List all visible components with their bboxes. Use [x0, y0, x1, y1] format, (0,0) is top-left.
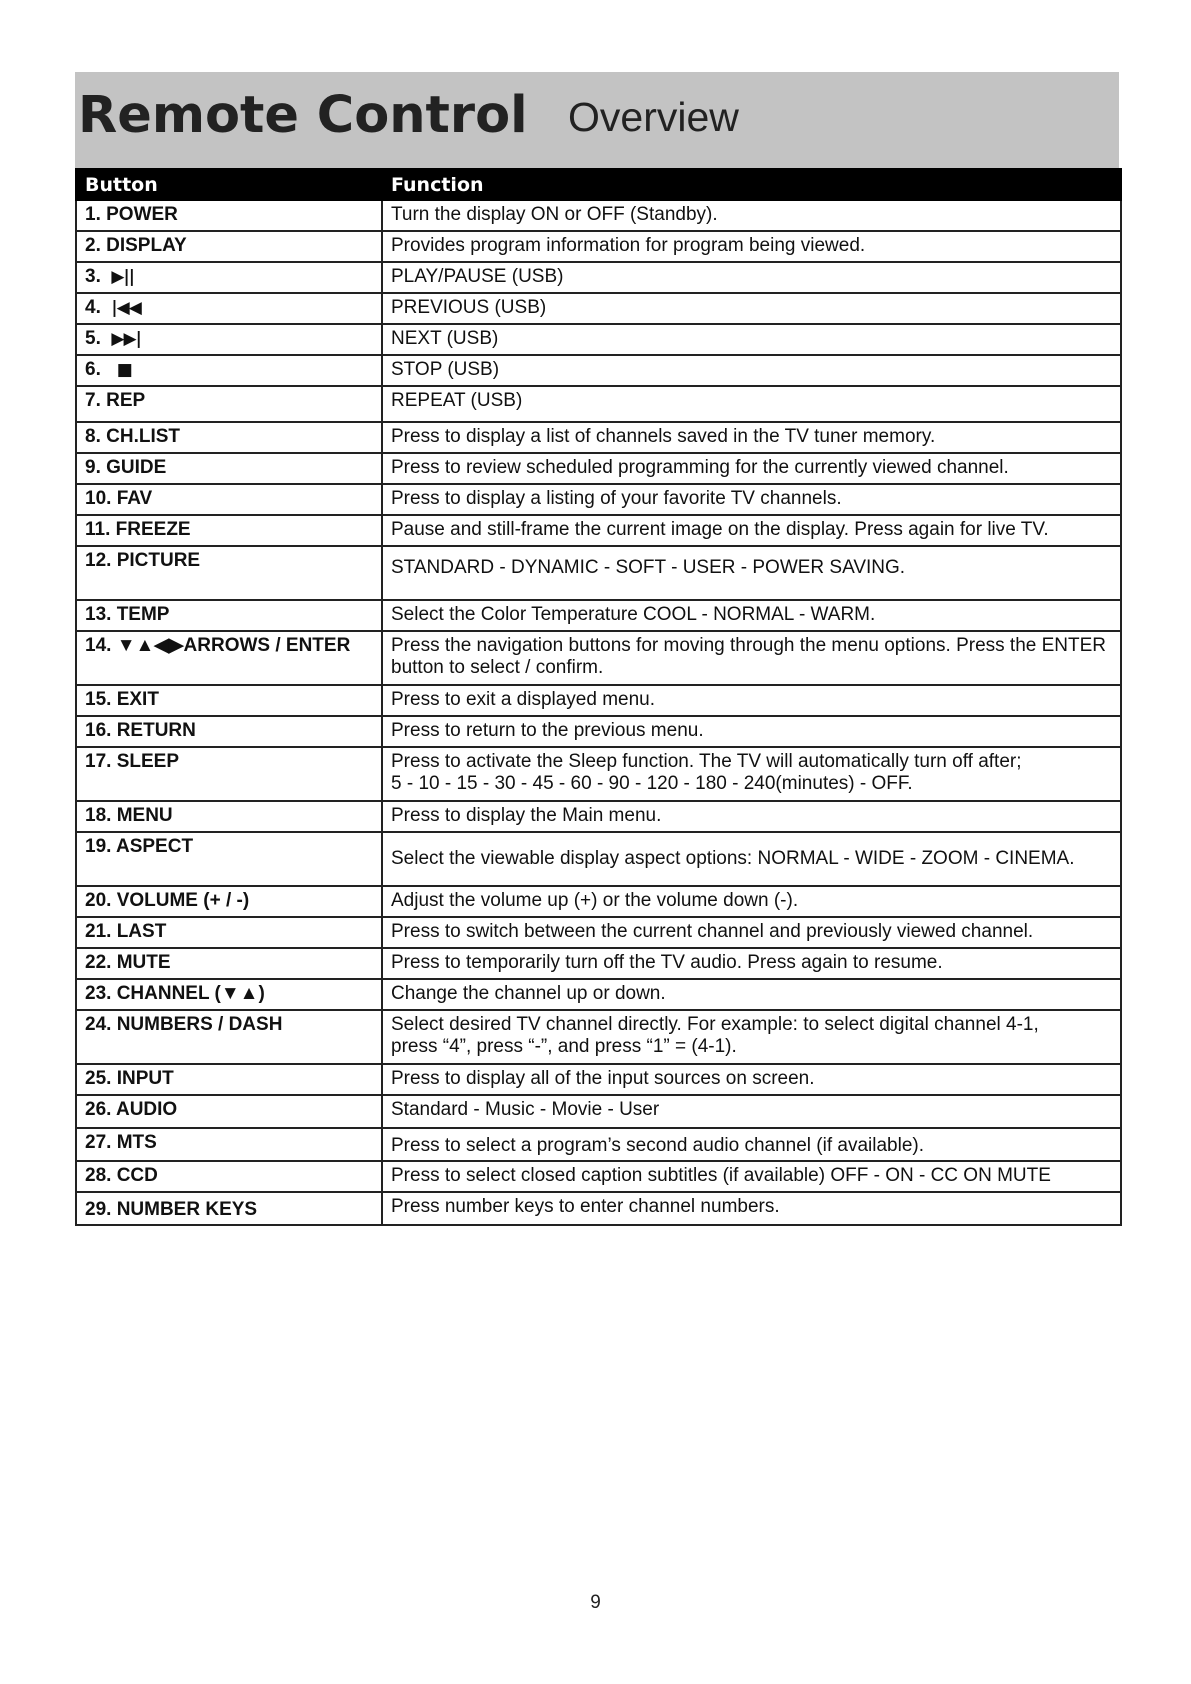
button-cell: 28. CCD	[76, 1161, 382, 1192]
button-cell: 23. CHANNEL (▼▲)	[76, 979, 382, 1010]
table-row	[76, 716, 1121, 747]
function-cell: Press to return to the previous menu.	[382, 716, 1121, 747]
table-row	[76, 293, 1121, 324]
button-number: 4.	[85, 297, 101, 318]
function-cell: Press to display a list of channels saved in the TV tuner memory.	[382, 422, 1121, 453]
function-cell: Press to display all of the input sources on screen.	[382, 1064, 1121, 1095]
table-row	[76, 631, 1121, 685]
table-row	[76, 685, 1121, 716]
remote-control-table	[75, 168, 1122, 1226]
function-cell	[382, 747, 1121, 801]
button-cell: 22. MUTE	[76, 948, 382, 979]
table-row	[76, 801, 1121, 832]
table-row	[76, 386, 1121, 422]
function-cell: Press to review scheduled programming for the currently viewed channel.	[382, 453, 1121, 484]
stop-icon: ■	[116, 360, 132, 380]
button-cell: 25. INPUT	[76, 1064, 382, 1095]
function-cell: Standard - Music - Movie - User	[382, 1095, 1121, 1128]
table-row	[76, 832, 1121, 886]
table-row	[76, 1192, 1121, 1225]
play-pause-icon: ▶||	[111, 267, 134, 287]
button-cell: 17. SLEEP	[76, 747, 382, 801]
function-line: 5 - 10 - 15 - 30 - 45 - 60 - 90 - 120 - 180 - 240(minutes) - OFF.	[391, 773, 913, 794]
table-row	[76, 262, 1121, 293]
button-cell: 29. NUMBER KEYS	[76, 1192, 382, 1225]
function-cell: Adjust the volume up (+) or the volume down (-).	[382, 886, 1121, 917]
button-cell: 9. GUIDE	[76, 453, 382, 484]
table-row	[76, 1095, 1121, 1128]
function-cell: Change the channel up or down.	[382, 979, 1121, 1010]
table-row	[76, 1161, 1121, 1192]
function-cell: PREVIOUS (USB)	[382, 293, 1121, 324]
table-row	[76, 747, 1121, 801]
function-cell: Select the Color Temperature COOL - NORMAL - WARM.	[382, 600, 1121, 631]
button-cell: 24. NUMBERS / DASH	[76, 1010, 382, 1064]
function-line: Select desired TV channel directly. For example: to select digital channel 4-1,	[391, 1014, 1039, 1035]
button-cell: 26. AUDIO	[76, 1095, 382, 1128]
function-cell: Select the viewable display aspect options: NORMAL - WIDE - ZOOM - CINEMA.	[382, 832, 1121, 886]
table-row	[76, 1010, 1121, 1064]
table-header-row	[76, 169, 1121, 200]
table-row	[76, 484, 1121, 515]
button-cell: 14. ▼▲◀▶ARROWS / ENTER	[76, 631, 382, 685]
table-row	[76, 231, 1121, 262]
button-cell	[76, 262, 382, 293]
function-cell: Press to select a program’s second audio channel (if available).	[382, 1128, 1121, 1161]
table-row	[76, 917, 1121, 948]
button-cell: 7. REP	[76, 386, 382, 422]
table-row	[76, 200, 1121, 231]
function-cell: STANDARD - DYNAMIC - SOFT - USER - POWER SAVING.	[382, 546, 1121, 600]
table-row	[76, 979, 1121, 1010]
page-title: Remote Control	[78, 86, 528, 145]
table-row	[76, 355, 1121, 386]
button-cell: 2. DISPLAY	[76, 231, 382, 262]
table-row	[76, 600, 1121, 631]
button-cell: 10. FAV	[76, 484, 382, 515]
function-cell: Press to display the Main menu.	[382, 801, 1121, 832]
button-number: 3.	[85, 266, 101, 287]
page-subtitle: Overview	[568, 94, 739, 140]
button-cell: 19. ASPECT	[76, 832, 382, 886]
button-cell: 27. MTS	[76, 1128, 382, 1161]
table-row	[76, 515, 1121, 546]
button-cell	[76, 293, 382, 324]
function-cell: Press to temporarily turn off the TV audio. Press again to resume.	[382, 948, 1121, 979]
button-cell: 15. EXIT	[76, 685, 382, 716]
function-cell: NEXT (USB)	[382, 324, 1121, 355]
button-number: 6.	[85, 359, 101, 380]
button-cell: 1. POWER	[76, 200, 382, 231]
function-cell: Pause and still-frame the current image on the display. Press again for live TV.	[382, 515, 1121, 546]
function-cell: Press to select closed caption subtitles (if available) OFF - ON - CC ON MUTE	[382, 1161, 1121, 1192]
next-icon: ▶▶|	[111, 329, 141, 349]
function-cell: STOP (USB)	[382, 355, 1121, 386]
button-cell	[76, 355, 382, 386]
button-cell: 18. MENU	[76, 801, 382, 832]
button-cell: 8. CH.LIST	[76, 422, 382, 453]
function-cell: Press to switch between the current channel and previously viewed channel.	[382, 917, 1121, 948]
function-cell: Turn the display ON or OFF (Standby).	[382, 200, 1121, 231]
column-header-function: Function	[382, 169, 1121, 200]
table-row	[76, 422, 1121, 453]
button-cell: 21. LAST	[76, 917, 382, 948]
function-cell: Provides program information for program being viewed.	[382, 231, 1121, 262]
table-row	[76, 324, 1121, 355]
function-cell: Press to exit a displayed menu.	[382, 685, 1121, 716]
header-band	[75, 72, 1119, 168]
button-cell: 13. TEMP	[76, 600, 382, 631]
button-cell: 12. PICTURE	[76, 546, 382, 600]
button-cell	[76, 324, 382, 355]
function-cell: PLAY/PAUSE (USB)	[382, 262, 1121, 293]
page-number: 9	[590, 1592, 601, 1613]
function-cell	[382, 1010, 1121, 1064]
button-cell: 16. RETURN	[76, 716, 382, 747]
table-row	[76, 948, 1121, 979]
function-cell: REPEAT (USB)	[382, 386, 1121, 422]
button-number: 5.	[85, 328, 101, 349]
table-row	[76, 1064, 1121, 1095]
previous-icon: |◀◀	[111, 298, 141, 318]
function-line: Press to activate the Sleep function. The TV will automatically turn off after;	[391, 751, 1022, 772]
table-row	[76, 886, 1121, 917]
button-cell: 20. VOLUME (+ / -)	[76, 886, 382, 917]
table-row	[76, 546, 1121, 600]
button-cell: 11. FREEZE	[76, 515, 382, 546]
function-line: press “4”, press “-”, and press “1” = (4-1).	[391, 1036, 737, 1057]
table-row	[76, 1128, 1121, 1161]
table-row	[76, 453, 1121, 484]
function-cell: Press number keys to enter channel numbers.	[382, 1192, 1121, 1225]
function-cell: Press the navigation buttons for moving through the menu options. Press the ENTER button to select / confirm.	[382, 631, 1121, 685]
column-header-button: Button	[76, 169, 382, 200]
function-cell: Press to display a listing of your favorite TV channels.	[382, 484, 1121, 515]
